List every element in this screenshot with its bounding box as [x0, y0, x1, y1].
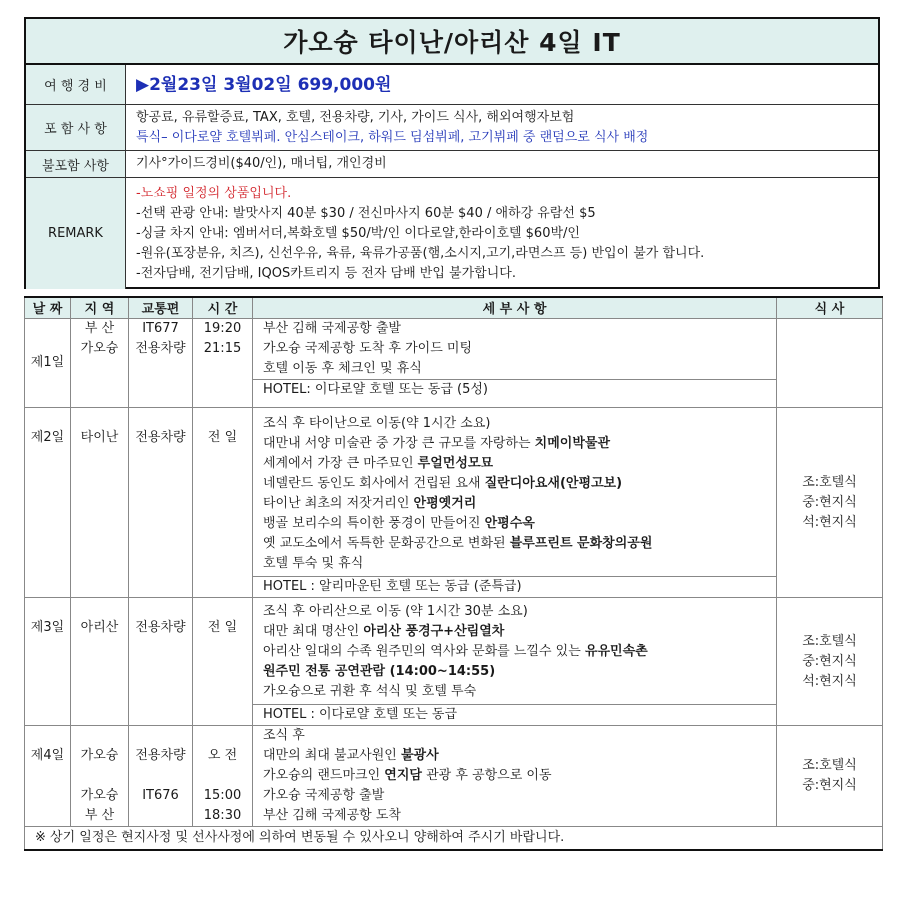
region: 가오슝 [80, 788, 119, 803]
remark-line: -선택 관광 안내: 발맛사지 40분 $30 / 전신마사지 60분 $40 / 애하강 유람선 $5 [136, 205, 596, 221]
remark-row [26, 178, 878, 289]
attraction-name: 유유민속촌 [584, 644, 648, 659]
footnote: ※ 상기 일정은 현지사정 및 선사사정에 의하여 변동될 수 있사오니 양해하여 주시기 바랍니다. [25, 827, 883, 851]
col-header-transport: 교통편 [129, 297, 193, 319]
meals-cell [777, 408, 883, 598]
detail-line: 호텔 투숙 및 휴식 [263, 556, 364, 571]
include-label: 포 함 사 항 [26, 105, 126, 150]
region: 가오슝 [80, 341, 119, 356]
attraction-name: 아리산 풍경구+산림열차 [363, 624, 505, 639]
meals-cell [777, 598, 883, 726]
remark-line: -노쇼핑 일정의 상품입니다. [136, 185, 292, 201]
meal: 조:호텔식 [802, 758, 857, 773]
meal: 석:현지식 [802, 514, 857, 530]
detail-line: 조식 후 아리산으로 이동 (약 1시간 30분 소요) [263, 604, 528, 619]
meals-cell [777, 726, 883, 827]
detail-line: 호텔 이동 후 체크인 및 휴식 [263, 361, 422, 376]
detail-line: 대만의 최대 불교사원인 불광사 [263, 748, 439, 763]
region: 가오슝 [80, 748, 119, 763]
transport: 전용차량 [135, 620, 186, 635]
detail-line: 아리산 일대의 수족 원주민의 역사와 문화를 느낄수 있는 유유민속촌 [263, 644, 648, 659]
meal: 조:호텔식 [802, 633, 857, 649]
attraction-name: 연지담 [384, 768, 422, 783]
hotel-line: HOTEL : 알리마운틴 호텔 또는 동급 (준특급) [253, 576, 776, 597]
attraction-name: 안평수옥 [484, 516, 535, 531]
attraction-name: 불광사 [400, 748, 439, 763]
attraction-name: 블루프린트 문화창의공원 [509, 536, 653, 551]
time: 전 일 [207, 430, 238, 445]
detail-line: 대만내 서양 미술관 중 가장 큰 규모를 자랑하는 치메이박물관 [263, 436, 611, 451]
meal: 조:호텔식 [802, 474, 857, 490]
col-header-region: 지 역 [71, 297, 129, 319]
day-label: 제3일 [30, 620, 65, 635]
region: 부 산 [84, 808, 115, 823]
transport: IT676 [142, 788, 179, 803]
remark-label: REMARK [26, 178, 126, 289]
detail-line: 부산 김해 국제공항 출발 [263, 321, 401, 336]
price-value: ▶2월23일 3월02일 699,000원 [136, 74, 392, 95]
detail-line: 가오슝의 랜드마크인 연지담 관광 후 공항으로 이동 [263, 768, 552, 783]
price-label: 여 행 경 비 [26, 65, 126, 104]
detail-line: 조식 후 타이난으로 이동(약 1시간 소요) [263, 416, 491, 431]
page-title: 가오슝 타이난/아리산 4일 IT [26, 19, 878, 65]
transport: 전용차량 [135, 430, 186, 445]
hotel-line: HOTEL: 이다로얄 호텔 또는 동급 (5성) [253, 379, 776, 400]
detail-line: 네델란드 동인도 회사에서 건립된 요새 질란디아요새(안평고보) [263, 476, 623, 491]
attraction-name: 치메이박물관 [534, 436, 611, 451]
day-label: 제4일 [30, 748, 65, 763]
table-row-day3 [25, 598, 883, 726]
footnote-row [25, 827, 883, 851]
detail-line: 원주민 전통 공연관람 (14:00~14:55) [263, 664, 496, 679]
remark-line: -싱글 차지 안내: 엠버서더,복화호텔 $50/박/인 이다로얄,한라이호텔 $60박/인 [136, 225, 580, 241]
detail-line: 부산 김해 국제공항 도착 [263, 808, 401, 823]
meals-cell [777, 319, 883, 408]
col-header-date: 날 짜 [25, 297, 71, 319]
exclude-row [26, 151, 878, 178]
detail-line: 가오슝 국제공항 출발 [263, 788, 385, 803]
detail-line: 대만 최대 명산인 아리산 풍경구+산림열차 [263, 624, 505, 639]
time: 오 전 [207, 748, 238, 763]
remark-line: -전자담배, 전기담배, IQOS카트리지 등 전자 담배 반입 불가합니다. [136, 265, 516, 281]
include-line-2: 특식– 이다로얄 호텔뷔페. 안심스테이크, 하워드 딤섬뷔페, 고기뷔페 중 랜덤으로 식사 배정 [136, 129, 649, 145]
region: 아리산 [80, 620, 119, 635]
table-row-day4 [25, 726, 883, 827]
day-label: 제2일 [30, 430, 65, 445]
meal: 석:현지식 [802, 673, 857, 689]
attraction-name: 루얼먼성모묘 [417, 456, 494, 471]
table-row-day1 [25, 319, 883, 408]
region: 부 산 [84, 321, 115, 336]
attraction-name: 질란디아요새(안평고보) [484, 476, 623, 491]
col-header-details: 세 부 사 항 [253, 297, 777, 319]
detail-line: 가오슝 국제공항 도착 후 가이드 미팅 [263, 341, 473, 356]
meal: 중:현지식 [802, 494, 857, 510]
detail-line: 타이난 최초의 저잣거리인 안평옛거리 [263, 496, 477, 511]
meal: 중:현지식 [802, 653, 857, 669]
detail-line: 조식 후 [263, 728, 305, 743]
col-header-time: 시 간 [193, 297, 253, 319]
include-line-1: 항공료, 유류할증료, TAX, 호텔, 전용차량, 기사, 가이드 식사, 해외여행자보험 [136, 109, 575, 125]
transport: IT677 [142, 321, 179, 336]
detail-line: 가오슝으로 귀환 후 석식 및 호텔 투숙 [263, 684, 477, 699]
time: 21:15 [203, 341, 242, 356]
exclude-value: 기사°가이드경비($40/인), 매너팁, 개인경비 [136, 156, 387, 171]
time: 19:20 [203, 321, 242, 336]
detail-line: 세계에서 가장 큰 마주묘인 루얼먼성모묘 [263, 456, 494, 471]
time: 15:00 [203, 788, 242, 803]
remark-line: -원유(포장분유, 치즈), 신선우유, 육류, 육류가공품(햄,소시지,고기,라면스프 등) 반입이 불가 합니다. [136, 245, 705, 261]
detail-line: 옛 교도소에서 독특한 문화공간으로 변화된 블루프린트 문화창의공원 [263, 536, 653, 551]
time: 전 일 [207, 620, 238, 635]
price-row [26, 65, 878, 105]
transport: 전용차량 [135, 341, 186, 356]
day-label: 제1일 [30, 355, 65, 370]
itinerary-table [24, 296, 883, 851]
meal: 중:현지식 [802, 778, 857, 793]
transport: 전용차량 [135, 748, 186, 763]
hotel-line: HOTEL : 이다로얄 호텔 또는 동급 [253, 704, 776, 725]
detail-line: 뱅골 보리수의 특이한 풍경이 만들어진 안평수옥 [263, 516, 535, 531]
table-row-day2 [25, 408, 883, 598]
tour-summary-box [24, 17, 880, 289]
attraction-name: 안평옛거리 [413, 496, 477, 511]
region: 타이난 [80, 430, 119, 445]
time: 18:30 [203, 808, 242, 823]
exclude-label: 불포함 사항 [26, 151, 126, 177]
table-header-row [25, 297, 883, 319]
col-header-meals: 식 사 [777, 297, 883, 319]
include-row [26, 105, 878, 151]
